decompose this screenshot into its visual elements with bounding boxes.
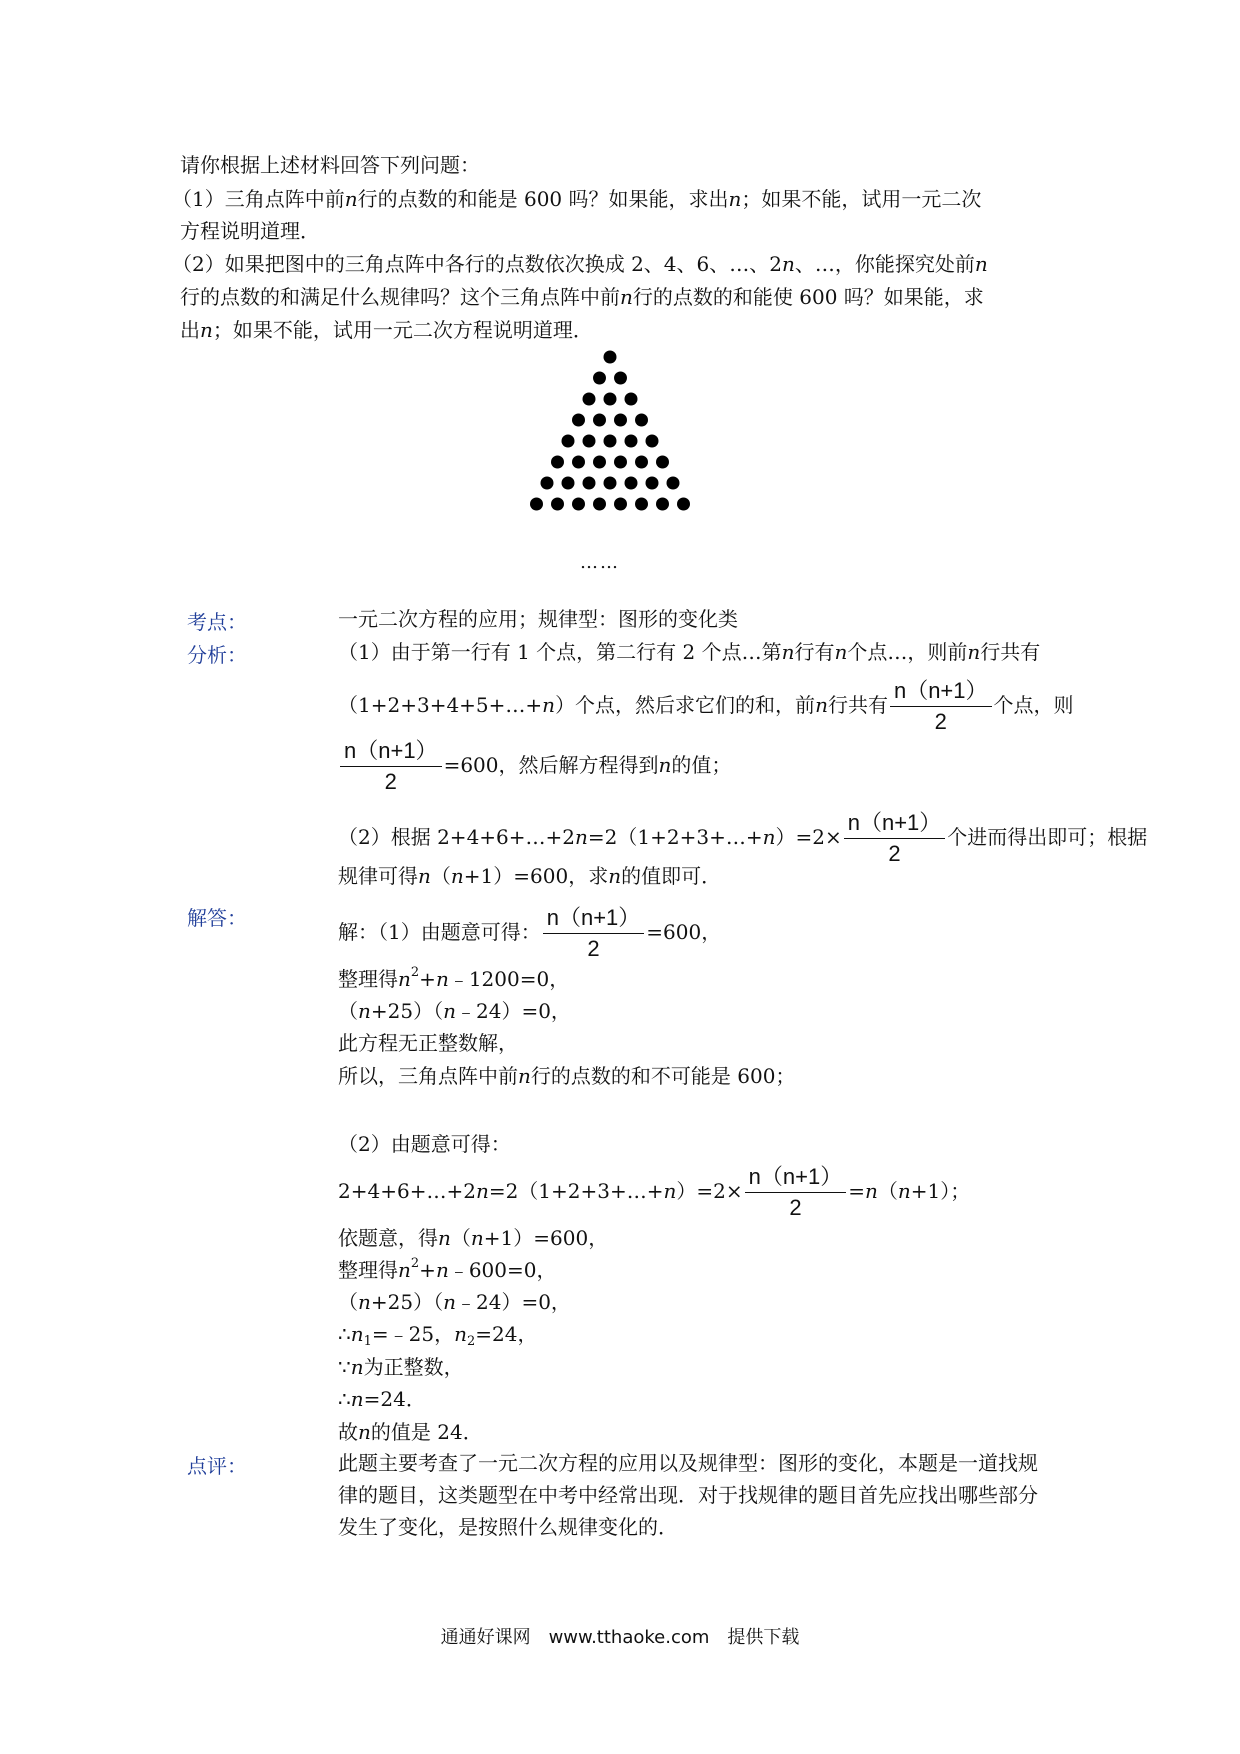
triangle-dot-array [480, 345, 740, 525]
dot [635, 414, 648, 427]
dot [604, 393, 617, 406]
fenxi-line-1: （1）由于第一行有 1 个点，第二行有 2 个点…第n行有n个点…，则前n行共有 [338, 640, 1041, 664]
jieda-line-2: 整理得$n^2+n﹣1200=0$， [338, 965, 570, 991]
dot [530, 498, 543, 511]
dot [614, 498, 627, 511]
dot [593, 456, 606, 469]
footer-text: 通通好课网 www.tthaoke.com 提供下载 [440, 1627, 800, 1648]
jieda-line-4: 此方程无正整数解， [338, 1031, 518, 1055]
jieda-line-14: 故n的值是 24． [338, 1420, 483, 1444]
dot [551, 456, 564, 469]
question-1-line-2: 方程说明道理． [180, 219, 320, 243]
dot [562, 477, 575, 490]
kaodian-label: 考点： [187, 610, 247, 634]
fraction-n-n-plus-1-over-2: $\frac{n(n+1)}{2}$ [890, 678, 992, 735]
dot [635, 456, 648, 469]
dot [593, 372, 606, 385]
question-1-line-1: （1）三角点阵中前n行的点数的和能是 600 吗？如果能，求出n；如果不能，试用一元二次 [172, 187, 982, 211]
kaodian-text: 一元二次方程的应用；规律型：图形的变化类 [338, 607, 738, 631]
fenxi-line-5: 规律可得n（n+1）=600，求n的值即可． [338, 864, 722, 888]
fraction-n-n-plus-1-over-2: $\frac{n(n+1)}{2}$ [745, 1164, 847, 1221]
dot [583, 393, 596, 406]
dot [572, 456, 585, 469]
dot [656, 456, 669, 469]
fraction-n-n-plus-1-over-2: $\frac{n(n+1)}{2}$ [543, 905, 645, 962]
dot [572, 414, 585, 427]
dot [625, 393, 638, 406]
figure-ellipsis: …… [580, 552, 620, 573]
dot [677, 498, 690, 511]
jieda-line-12: ∵n为正整数， [338, 1355, 464, 1379]
dianping-line-2: 律的题目，这类题型在中考中经常出现．对于找规律的题目首先应找出哪些部分 [338, 1483, 1038, 1507]
dot [551, 498, 564, 511]
jieda-line-7: 2+4+6+…+2n=2（1+2+3+…+n）=2× $\frac{n(n+1)}{2}$ =n（n+1）； [338, 1164, 971, 1220]
dot [614, 414, 627, 427]
fenxi-line-4: （2）根据 2+4+6+…+2n=2（1+2+3+…+n）=2× $\frac{n(n+1)}{2}$ 个进而得出即可；根据 [338, 810, 1148, 866]
dot [572, 498, 585, 511]
fraction-n-n-plus-1-over-2: $\frac{n(n+1)}{2}$ [844, 810, 946, 867]
jieda-line-3: （n+25）（n﹣24）=0， [338, 999, 571, 1023]
jieda-line-5: 所以，三角点阵中前n行的点数的和不可能是 600； [338, 1064, 796, 1088]
dot [656, 498, 669, 511]
dot [614, 456, 627, 469]
jieda-line-10: （n+25）（n﹣24）=0， [338, 1290, 571, 1314]
fenxi-line-3: $\frac{n(n+1)}{2}$ =600，然后解方程得到n的值； [338, 738, 731, 795]
jieda-line-8: 依题意，得n（n+1）=600， [338, 1226, 609, 1250]
dianping-label: 点评： [187, 1454, 247, 1478]
jieda-line-11: $\therefore n_1=﹣25$，$n_2=24$， [338, 1322, 538, 1349]
intro-text: 请你根据上述材料回答下列问题： [180, 153, 480, 177]
dot [583, 477, 596, 490]
dot [614, 372, 627, 385]
fraction-n-n-plus-1-over-2: $\frac{n(n+1)}{2}$ [340, 738, 442, 795]
dot [562, 435, 575, 448]
dot [604, 435, 617, 448]
jieda-label: 解答： [187, 906, 247, 930]
dot [635, 498, 648, 511]
jieda-line-9: 整理得$n^2+n﹣600=0$， [338, 1256, 557, 1282]
dot [593, 414, 606, 427]
fenxi-line-2: （1+2+3+4+5+…+n）个点，然后求它们的和，前n行共有 $\frac{n(n+1)}{2}$ 个点，则 [338, 678, 1074, 734]
dot [593, 498, 606, 511]
dianping-line-1: 此题主要考查了一元二次方程的应用以及规律型：图形的变化，本题是一道找规 [338, 1451, 1038, 1475]
jieda-line-6: （2）由题意可得： [338, 1132, 511, 1156]
dot [646, 435, 659, 448]
fenxi-label: 分析： [187, 643, 247, 667]
jieda-line-1: 解：（1）由题意可得： $\frac{n(n+1)}{2}$ =600， [338, 905, 722, 961]
dot [667, 477, 680, 490]
dianping-line-3: 发生了变化，是按照什么规律变化的． [338, 1515, 678, 1539]
dot [604, 351, 617, 364]
question-2-line-1: （2）如果把图中的三角点阵中各行的点数依次换成 2、4、6、…、2n、…，你能探究处前n [172, 252, 988, 276]
dot [625, 477, 638, 490]
dot [541, 477, 554, 490]
dot [604, 477, 617, 490]
question-2-line-3: 出n；如果不能，试用一元二次方程说明道理． [180, 318, 593, 342]
dot [625, 435, 638, 448]
dot [646, 477, 659, 490]
jieda-line-13: ∴n=24． [338, 1387, 426, 1411]
dot [583, 435, 596, 448]
question-2-line-2: 行的点数的和满足什么规律吗？这个三角点阵中前n行的点数的和能使 600 吗？如果能，求 [180, 285, 984, 309]
